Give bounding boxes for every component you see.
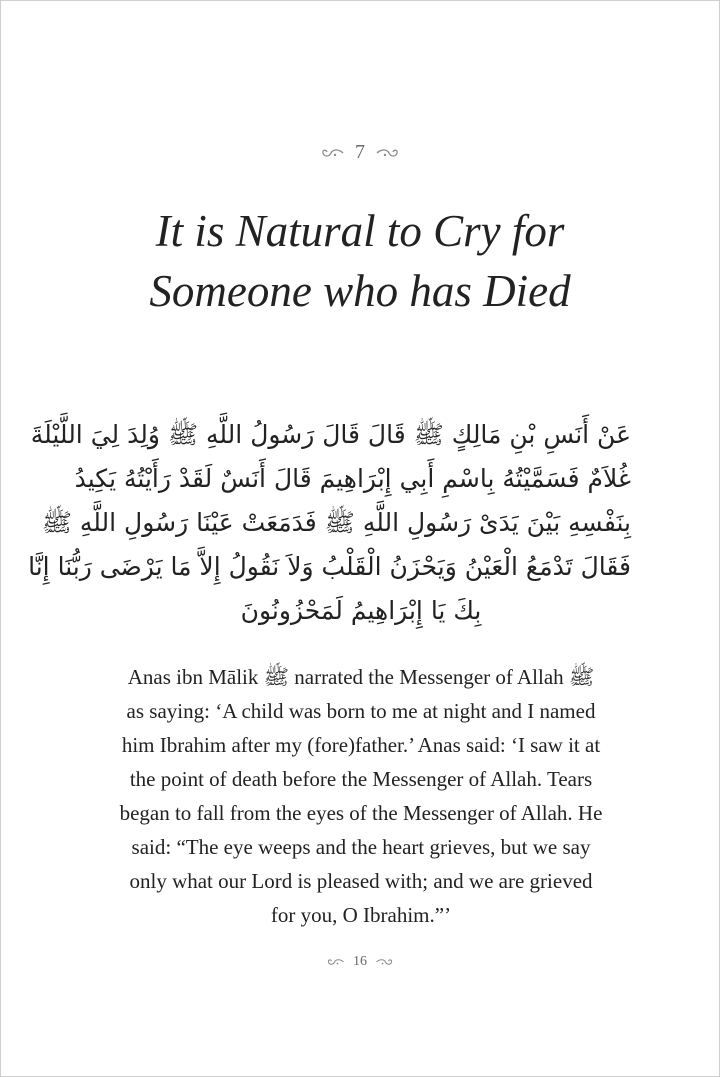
chapter-title-line-1: It is Natural to Cry for [155,206,565,256]
arabic-line: عَنْ أَنَسِ بْنِ مَالِكٍ ﷺ قَالَ قَالَ رَسُولُ اللَّهِ ﷺ وُلِدَ لِيَ اللَّيْلَةَ [30,420,631,449]
translation-line: only what our Lord is pleased with; and we are grieved [129,869,593,893]
chapter-title [1,201,719,321]
page-number-footer [1,954,719,970]
page-number: 16 [353,954,367,969]
flourish-left-icon [321,147,345,159]
chapter-title-line-2: Someone who has Died [149,266,571,316]
arabic-line: بِكَ يَا إِبْرَاهِيمُ لَمَحْزُونُونَ [240,596,482,625]
arabic-line: فَقَالَ تَدْمَعُ الْعَيْنُ وَيَحْزَنُ الْقَلْبُ وَلاَ نَقُولُ إِلاَّ مَا يَرْضَى رَبُّنَا إِنَّا [28,552,631,581]
translation-line: said: “The eye weeps and the heart grieves, but we say [131,835,591,859]
english-translation [61,660,661,932]
flourish-right-icon [375,957,393,967]
translation-line: as saying: ‘A child was born to me at night and I named [126,699,596,723]
arabic-line: غُلاَمٌ فَسَمَّيْتُهُ بِاسْمِ أَبِي إِبْرَاهِيمَ قَالَ أَنَسٌ لَقَدْ رَأَيْتُهُ يَكِيدُ [74,464,631,493]
translation-line: the point of death before the Messenger of Allah. Tears [129,767,593,791]
chapter-number: 7 [355,141,365,163]
chapter-number-header [1,141,719,164]
arabic-line: بِنَفْسِهِ بَيْنَ يَدَىْ رَسُولِ اللَّهِ ﷺ فَدَمَعَتْ عَيْنَا رَسُولِ اللَّهِ ﷺ [41,508,631,537]
flourish-right-icon [375,147,399,159]
translation-line: Anas ibn Mālik ﷺ narrated the Messenger of Allah ﷺ [127,665,595,689]
arabic-hadith-text [28,413,631,633]
flourish-left-icon [327,957,345,967]
translation-line: began to fall from the eyes of the Messenger of Allah. He [119,801,603,825]
translation-line: him Ibrahim after my (fore)father.’ Anas said: ‘I saw it at [121,733,601,757]
translation-line: for you, O Ibrahim.”’ [270,903,452,927]
